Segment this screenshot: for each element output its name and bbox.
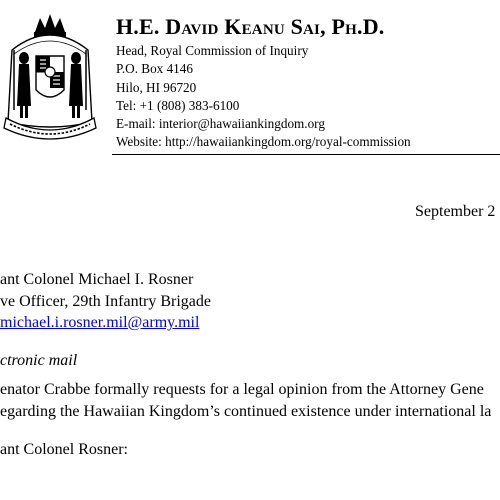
sender-name: H.E. David Keanu Sai, Ph.D. [116, 14, 385, 39]
delivery-method: ctronic mail [0, 352, 78, 369]
letterhead [116, 14, 500, 152]
hawaiian-kingdom-seal-icon [0, 10, 100, 148]
letterhead-divider [112, 154, 500, 155]
sender-po-box: P.O. Box 4146 [116, 61, 193, 77]
salutation: ant Colonel Rosner: [0, 441, 128, 458]
recipient-title: ve Officer, 29th Infantry Brigade [0, 293, 211, 310]
sender-email: E-mail: interior@hawaiiankingdom.org [116, 116, 325, 132]
recipient-email-link[interactable]: michael.i.rosner.mil@army.mil [0, 314, 200, 331]
royal-seal [0, 10, 100, 148]
sender-title: Head, Royal Commission of Inquiry [116, 43, 309, 58]
letter-date: September 2 [415, 203, 496, 220]
subject-line-1: enator Crabbe formally requests for a legal opinion from the Attorney Gene [0, 381, 484, 398]
sender-website: Website: http://hawaiiankingdom.org/royal-commission [116, 134, 411, 150]
subject-line-2: egarding the Hawaiian Kingdom’s continued existence under international la [0, 403, 492, 420]
sender-phone: Tel: +1 (808) 383-6100 [116, 97, 240, 113]
sender-contact-block [116, 42, 500, 152]
sender-city: Hilo, HI 96720 [116, 79, 197, 95]
recipient-name: ant Colonel Michael I. Rosner [0, 271, 194, 288]
